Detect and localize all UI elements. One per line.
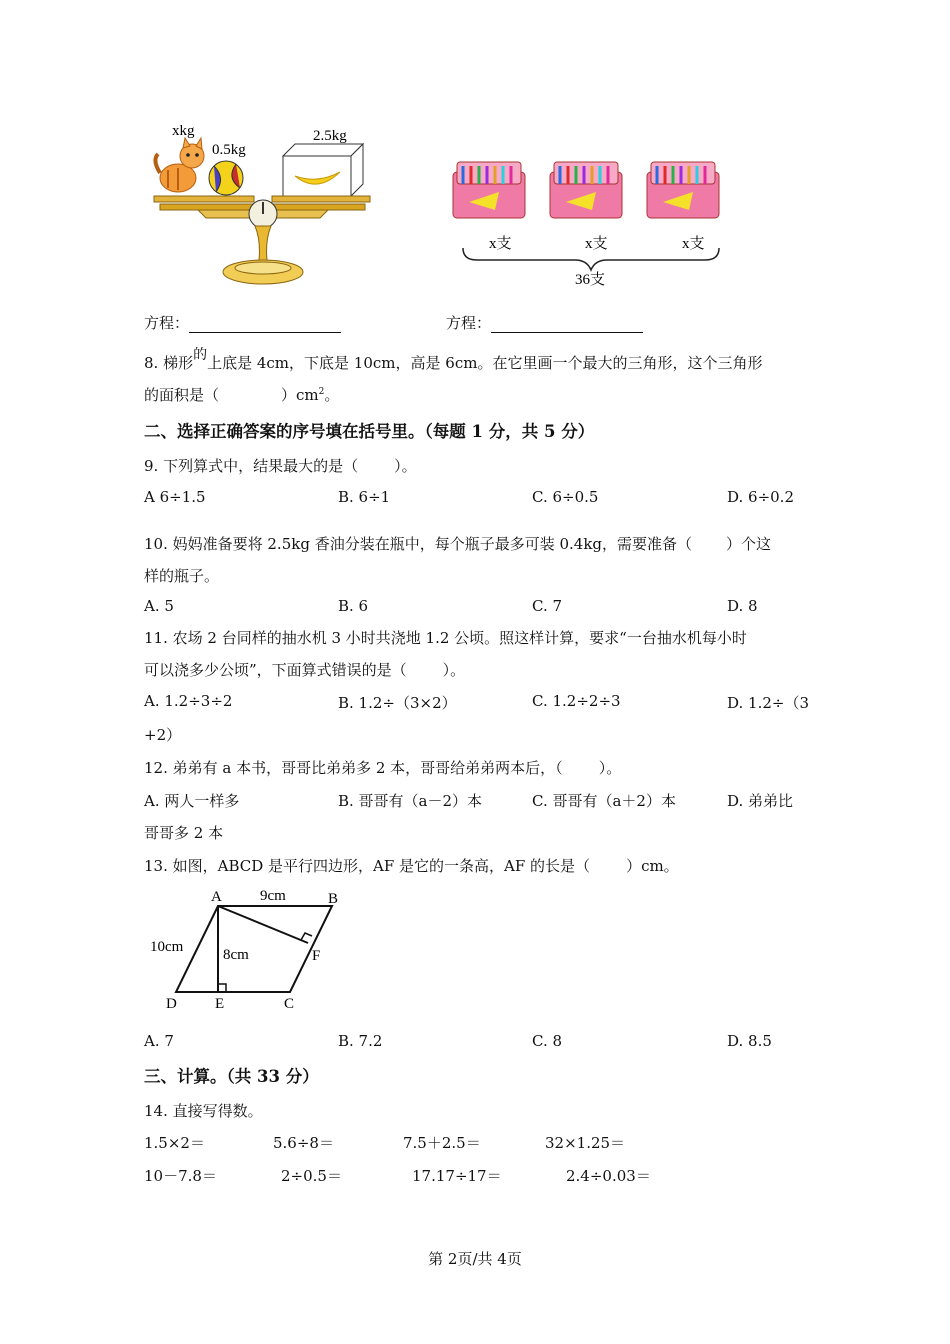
q14-title: 14. 直接写得数。 bbox=[144, 1102, 263, 1120]
calc-1-1: 1.5×2＝ bbox=[144, 1134, 205, 1152]
box-label-3: x支 bbox=[682, 236, 705, 252]
vertex-f: F bbox=[312, 948, 321, 964]
balance-scale-figure bbox=[150, 118, 375, 293]
q8-line-2 bbox=[144, 384, 339, 405]
q13-option-a[interactable]: A. 7 bbox=[144, 1032, 174, 1050]
q8-sup: 2 bbox=[318, 387, 325, 397]
q13-option-c[interactable]: C. 8 bbox=[532, 1032, 563, 1050]
parallelogram-abcd bbox=[176, 906, 332, 992]
q12-stem-b: ）。 bbox=[598, 759, 622, 777]
label-0-5kg: 0.5kg bbox=[212, 142, 246, 158]
q11-option-c[interactable]: C. 1.2÷2÷3 bbox=[532, 692, 621, 710]
calc-2-4: 2.4÷0.03＝ bbox=[566, 1167, 651, 1185]
vertex-e: E bbox=[215, 996, 225, 1012]
q10-option-a[interactable]: A. 5 bbox=[144, 597, 174, 615]
equation-label-2: 方程： bbox=[446, 314, 492, 332]
equation-blank-1[interactable] bbox=[189, 316, 341, 333]
q11-option-d-wrap: +2） bbox=[144, 726, 182, 744]
q9-option-d[interactable]: D. 6÷0.2 bbox=[727, 488, 794, 506]
equation-blank-2[interactable] bbox=[491, 316, 643, 333]
q12-option-d-wrap: 哥哥多 2 本 bbox=[144, 824, 224, 842]
pencil-box-icon bbox=[647, 162, 719, 218]
box-with-banana-icon bbox=[283, 144, 363, 196]
label-8cm: 8cm bbox=[223, 947, 249, 963]
q9-option-c[interactable]: C. 6÷0.5 bbox=[532, 488, 599, 506]
label-xkg: xkg bbox=[172, 123, 195, 139]
box-label-2: x支 bbox=[585, 236, 608, 252]
pencil-box-icon bbox=[453, 162, 525, 218]
q8-text2b: ）cm bbox=[281, 386, 319, 404]
section-2-heading: 二、选择正确答案的序号填在括号里。（每题 1 分，共 5 分） bbox=[144, 422, 595, 441]
q9-option-a[interactable]: A 6÷1.5 bbox=[144, 488, 206, 506]
calc-2-3: 17.17÷17＝ bbox=[412, 1167, 502, 1185]
q12-stem-a: 12. 弟弟有 a 本书，哥哥比弟弟多 2 本，哥哥给弟弟两本后，（ bbox=[144, 759, 563, 777]
vertex-a: A bbox=[211, 889, 222, 905]
q12-option-a[interactable]: A. 两人一样多 bbox=[144, 792, 240, 810]
equation-line-1 bbox=[144, 312, 341, 333]
q11-option-d[interactable]: D. 1.2÷（3 bbox=[727, 694, 809, 712]
q8-text2a: 的面积是（ bbox=[144, 386, 220, 404]
q10-line-2: 样的瓶子。 bbox=[144, 567, 220, 585]
page-footer: 第 2页/共 4页 bbox=[428, 1250, 522, 1268]
cat-icon bbox=[155, 138, 204, 192]
q10-line-1 bbox=[144, 533, 771, 554]
total-label: 36支 bbox=[575, 272, 606, 288]
equation-line-2 bbox=[446, 312, 643, 333]
label-9cm: 9cm bbox=[260, 888, 286, 904]
q8-text1: 上底是 4cm，下底是 10cm，高是 6cm。在它里画一个最大的三角形，这个三角形 bbox=[207, 354, 763, 372]
equation-label-1: 方程： bbox=[144, 314, 190, 332]
label-10cm: 10cm bbox=[150, 939, 184, 955]
q13-stem-a: 13. 如图，ABCD 是平行四边形，AF 是它的一条高，AF 的长是（ bbox=[144, 857, 591, 875]
q9-stem bbox=[144, 455, 417, 476]
q13-stem bbox=[144, 855, 679, 876]
q12-option-c[interactable]: C. 哥哥有（a＋2）本 bbox=[532, 792, 676, 810]
q8-line-1 bbox=[144, 347, 763, 373]
q10-option-c[interactable]: C. 7 bbox=[532, 597, 563, 615]
q13-option-d[interactable]: D. 8.5 bbox=[727, 1032, 772, 1050]
vertex-d: D bbox=[166, 996, 177, 1012]
vertex-b: B bbox=[328, 891, 339, 907]
q10-line1b: ）个这 bbox=[726, 535, 772, 553]
parallelogram-figure bbox=[146, 882, 346, 1012]
calc-1-3: 7.5＋2.5＝ bbox=[403, 1134, 481, 1152]
ball-icon bbox=[209, 161, 243, 195]
pencil-boxes-figure bbox=[447, 152, 727, 292]
q13-stem-b: ）cm。 bbox=[626, 857, 679, 875]
right-angle-f bbox=[301, 933, 312, 940]
q10-option-d[interactable]: D. 8 bbox=[727, 597, 758, 615]
right-angle-e bbox=[218, 984, 226, 992]
q11-option-a[interactable]: A. 1.2÷3÷2 bbox=[144, 692, 233, 710]
section-3-heading: 三、计算。（共 33 分） bbox=[144, 1067, 319, 1086]
pencil-box-icon bbox=[550, 162, 622, 218]
calc-1-4: 32×1.25＝ bbox=[545, 1134, 626, 1152]
q13-option-b[interactable]: B. 7.2 bbox=[338, 1032, 383, 1050]
calc-2-1: 10－7.8＝ bbox=[144, 1167, 217, 1185]
q8-text2c: 。 bbox=[324, 386, 340, 404]
q12-stem bbox=[144, 757, 621, 778]
q9-stem-a: 9. 下列算式中，结果最大的是（ bbox=[144, 457, 359, 475]
q12-option-b[interactable]: B. 哥哥有（a－2）本 bbox=[338, 792, 483, 810]
q10-option-b[interactable]: B. 6 bbox=[338, 597, 369, 615]
q10-line1a: 10. 妈妈准备要将 2.5kg 香油分装在瓶中，每个瓶子最多可装 0.4kg，需要准备（ bbox=[144, 535, 693, 553]
q12-option-d[interactable]: D. 弟弟比 bbox=[727, 792, 794, 810]
q11-line-1: 11. 农场 2 台同样的抽水机 3 小时共浇地 1.2 公顷。照这样计算，要求“一台抽水机每小时 bbox=[144, 629, 747, 647]
calc-2-2: 2÷0.5＝ bbox=[281, 1167, 342, 1185]
vertex-c: C bbox=[284, 996, 295, 1012]
q8-prefix: 8. 梯形 bbox=[144, 354, 194, 372]
q9-stem-b: ）。 bbox=[394, 457, 417, 475]
calc-1-2: 5.6÷8＝ bbox=[273, 1134, 334, 1152]
q9-option-b[interactable]: B. 6÷1 bbox=[338, 488, 391, 506]
q8-de: 的 bbox=[193, 347, 208, 363]
q11-line2a: 可以浇多少公顷”，下面算式错误的是（ bbox=[144, 661, 407, 679]
label-2-5kg: 2.5kg bbox=[313, 128, 347, 144]
height-af bbox=[218, 906, 308, 943]
q11-option-b[interactable]: B. 1.2÷（3×2） bbox=[338, 694, 457, 712]
q11-line-2 bbox=[144, 659, 465, 680]
q11-line2b: ）。 bbox=[442, 661, 466, 679]
box-label-1: x支 bbox=[489, 236, 512, 252]
